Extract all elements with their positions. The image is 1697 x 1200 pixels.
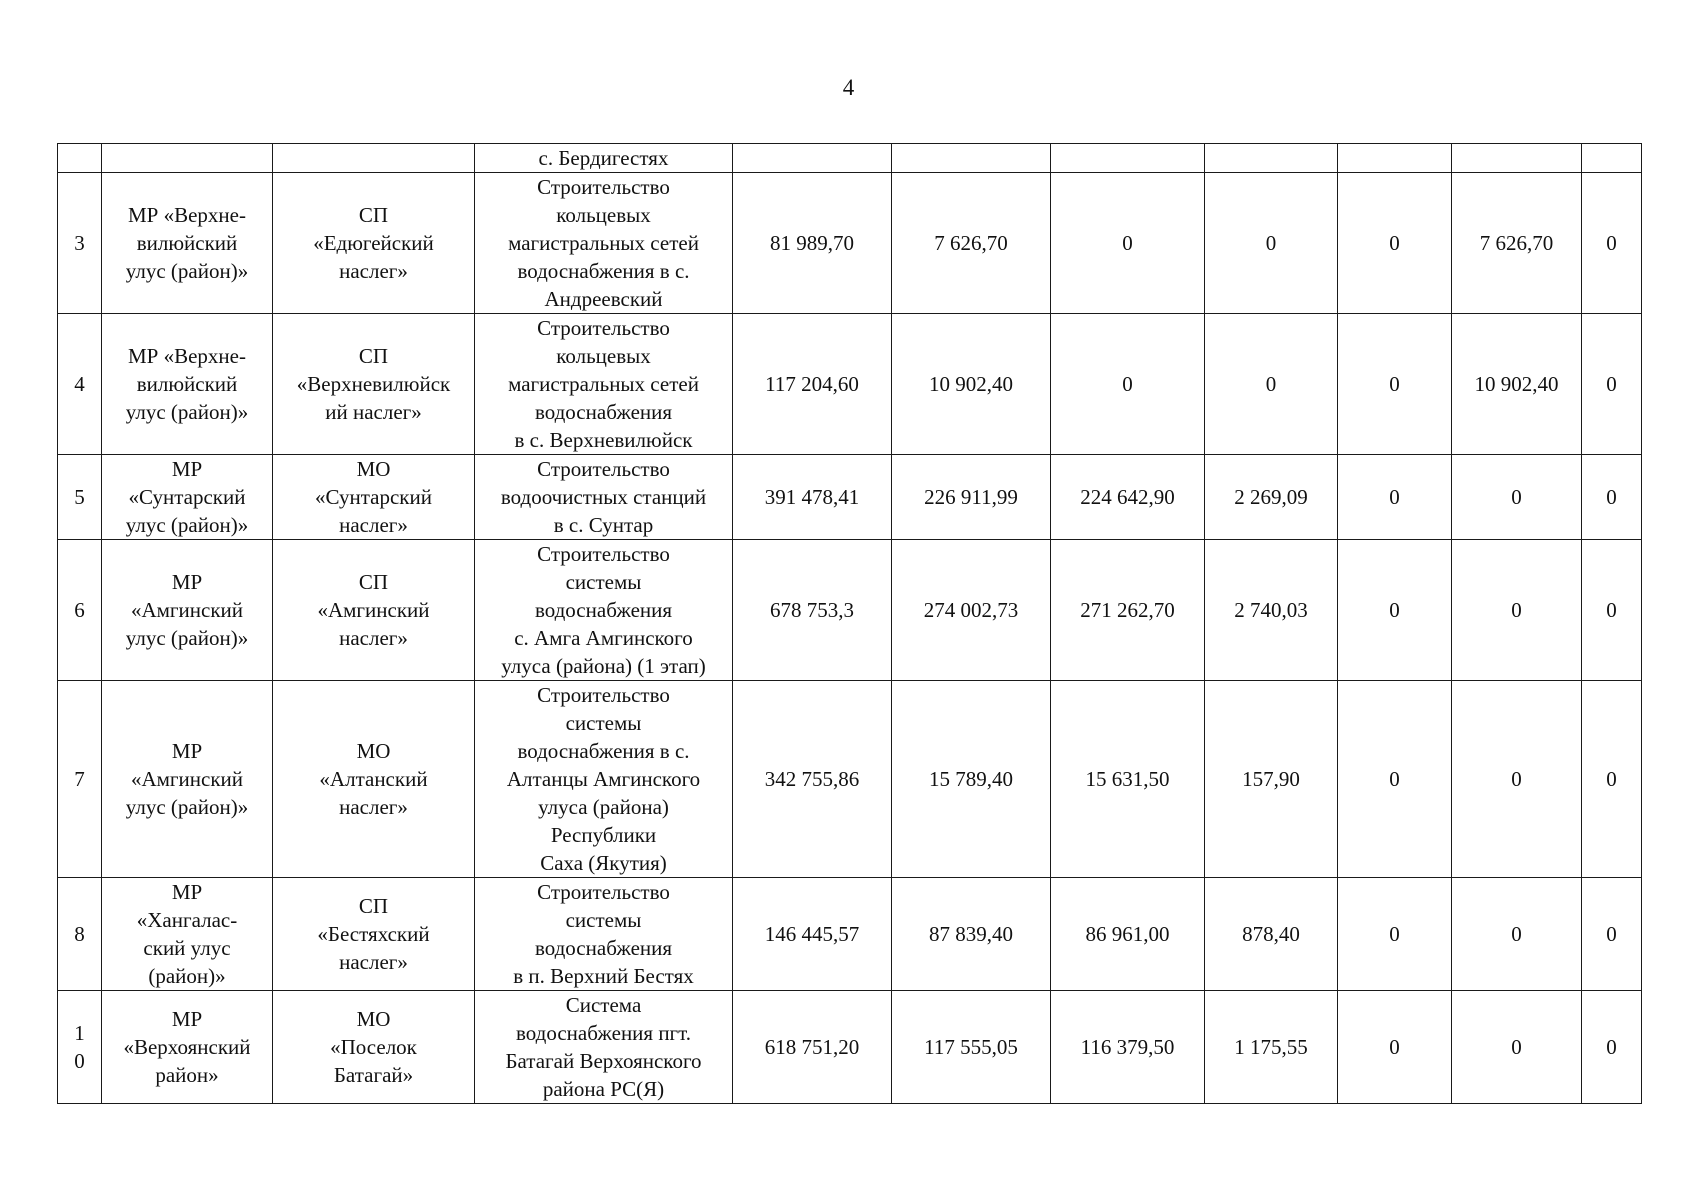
table-row	[58, 173, 1642, 314]
cell-district: МР «Амгинский улус (район)»	[102, 540, 273, 681]
cell-funding-col9: 0	[1338, 540, 1452, 681]
cell-num: 8	[58, 878, 102, 991]
cell-funding-total: 10 902,40	[892, 314, 1051, 455]
cell-funding-col8: 2 269,09	[1205, 455, 1338, 540]
cell-funding-total: 7 626,70	[892, 173, 1051, 314]
cell-object: Строительство водоочистных станций в с. Сунтар	[475, 455, 733, 540]
cell-funding-col7: 0	[1051, 314, 1205, 455]
cell-total-cost: 678 753,3	[733, 540, 892, 681]
cell-funding-col9: 0	[1338, 681, 1452, 878]
cell-num: 6	[58, 540, 102, 681]
cell-funding-col7: 116 379,50	[1051, 991, 1205, 1104]
cell-funding-col9: 0	[1338, 991, 1452, 1104]
cell-settlement: СП «Едюгейский наслег»	[273, 173, 475, 314]
cell-funding-total: 87 839,40	[892, 878, 1051, 991]
cell-total-cost: 391 478,41	[733, 455, 892, 540]
cell-district: МР «Верхоянский район»	[102, 991, 273, 1104]
cell-funding-col11: 0	[1582, 991, 1642, 1104]
table-row	[58, 314, 1642, 455]
cell-settlement: СП «Бестяхский наслег»	[273, 878, 475, 991]
cell-settlement: МО «Поселок Батагай»	[273, 991, 475, 1104]
cell-total-cost: 342 755,86	[733, 681, 892, 878]
cell-funding-col9: 0	[1338, 455, 1452, 540]
table-row	[58, 681, 1642, 878]
cell-settlement: МО «Сунтарский наслег»	[273, 455, 475, 540]
cell-total-cost: 618 751,20	[733, 991, 892, 1104]
cell-funding-total: 274 002,73	[892, 540, 1051, 681]
cell-district: МР «Верхне- вилюйский улус (район)»	[102, 173, 273, 314]
cell-object: Строительство кольцевых магистральных сетей водоснабжения в с. Верхневилюйск	[475, 314, 733, 455]
cell-num: 4	[58, 314, 102, 455]
cell-total-cost: 117 204,60	[733, 314, 892, 455]
cell-funding-col8: 878,40	[1205, 878, 1338, 991]
table-row	[58, 455, 1642, 540]
table-row	[58, 540, 1642, 681]
cell-funding-col8	[1205, 144, 1338, 173]
cell-funding-col10: 0	[1452, 540, 1582, 681]
cell-object: Строительство системы водоснабжения с. Амга Амгинского улуса (района) (1 этап)	[475, 540, 733, 681]
table-row-continued	[58, 144, 1642, 173]
cell-district	[102, 144, 273, 173]
cell-funding-col9: 0	[1338, 314, 1452, 455]
cell-district: МР «Сунтарский улус (район)»	[102, 455, 273, 540]
cell-funding-col10: 0	[1452, 681, 1582, 878]
cell-funding-col7: 15 631,50	[1051, 681, 1205, 878]
cell-funding-col11: 0	[1582, 455, 1642, 540]
cell-funding-total: 226 911,99	[892, 455, 1051, 540]
cell-funding-col10	[1452, 144, 1582, 173]
table-row	[58, 878, 1642, 991]
cell-num: 1 0	[58, 991, 102, 1104]
cell-funding-col10: 7 626,70	[1452, 173, 1582, 314]
cell-object: Строительство системы водоснабжения в с. Алтанцы Амгинского улуса (района) Республики Саха (Якутия)	[475, 681, 733, 878]
cell-total-cost: 81 989,70	[733, 173, 892, 314]
cell-district: МР «Амгинский улус (район)»	[102, 681, 273, 878]
cell-funding-col11: 0	[1582, 878, 1642, 991]
cell-funding-col11: 0	[1582, 314, 1642, 455]
cell-num	[58, 144, 102, 173]
cell-funding-col8: 1 175,55	[1205, 991, 1338, 1104]
cell-funding-col7: 224 642,90	[1051, 455, 1205, 540]
cell-funding-col7: 271 262,70	[1051, 540, 1205, 681]
cell-funding-col11: 0	[1582, 540, 1642, 681]
cell-funding-col11: 0	[1582, 681, 1642, 878]
cell-funding-col7	[1051, 144, 1205, 173]
cell-object: с. Бердигестях	[475, 144, 733, 173]
cell-settlement: СП «Амгинский наслег»	[273, 540, 475, 681]
cell-funding-col8: 0	[1205, 173, 1338, 314]
cell-funding-total	[892, 144, 1051, 173]
cell-funding-col11: 0	[1582, 173, 1642, 314]
cell-funding-col9	[1338, 144, 1452, 173]
cell-funding-col9: 0	[1338, 173, 1452, 314]
cell-object: Система водоснабжения пгт. Батагай Верхоянского района РС(Я)	[475, 991, 733, 1104]
cell-num: 5	[58, 455, 102, 540]
cell-district: МР «Хангалас- ский улус (район)»	[102, 878, 273, 991]
cell-funding-col11	[1582, 144, 1642, 173]
cell-funding-col8: 157,90	[1205, 681, 1338, 878]
cell-funding-col8: 0	[1205, 314, 1338, 455]
cell-funding-total: 15 789,40	[892, 681, 1051, 878]
cell-num: 7	[58, 681, 102, 878]
cell-settlement: СП «Верхневилюйск ий наслег»	[273, 314, 475, 455]
cell-funding-col8: 2 740,03	[1205, 540, 1338, 681]
cell-funding-total: 117 555,05	[892, 991, 1051, 1104]
cell-funding-col10: 0	[1452, 455, 1582, 540]
cell-funding-col10: 0	[1452, 878, 1582, 991]
projects-table	[57, 143, 1642, 1104]
cell-funding-col9: 0	[1338, 878, 1452, 991]
cell-funding-col7: 0	[1051, 173, 1205, 314]
page-number: 4	[842, 75, 855, 100]
cell-funding-col7: 86 961,00	[1051, 878, 1205, 991]
cell-total-cost: 146 445,57	[733, 878, 892, 991]
cell-object: Строительство кольцевых магистральных сетей водоснабжения в с. Андреевский	[475, 173, 733, 314]
cell-num: 3	[58, 173, 102, 314]
table-row	[58, 991, 1642, 1104]
cell-settlement	[273, 144, 475, 173]
cell-settlement: МО «Алтанский наслег»	[273, 681, 475, 878]
cell-funding-col10: 10 902,40	[1452, 314, 1582, 455]
cell-object: Строительство системы водоснабжения в п. Верхний Бестях	[475, 878, 733, 991]
cell-funding-col10: 0	[1452, 991, 1582, 1104]
cell-district: МР «Верхне- вилюйский улус (район)»	[102, 314, 273, 455]
cell-total-cost	[733, 144, 892, 173]
